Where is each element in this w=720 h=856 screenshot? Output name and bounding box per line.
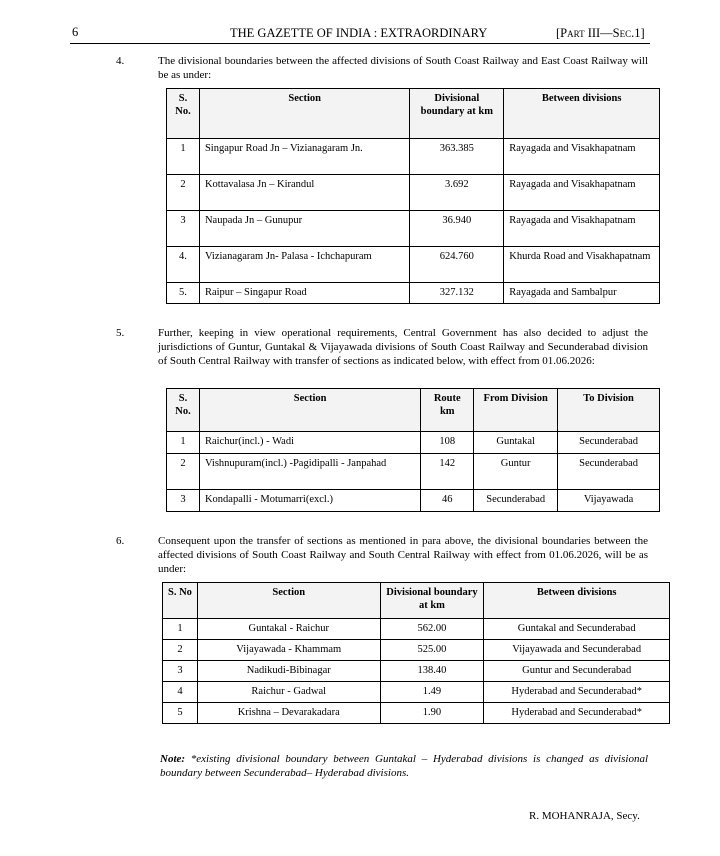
cell-sno: 1 (167, 139, 200, 175)
part-section-label: [Part III—Sec.1] (556, 26, 645, 40)
table-row (163, 619, 670, 640)
table-row (167, 247, 660, 283)
cell-boundary-km: 363.385 (410, 139, 504, 175)
table-row (167, 139, 660, 175)
cell-sno: 1 (167, 432, 200, 454)
cell-to-division: Secunderabad (558, 432, 660, 454)
cell-sno: 3 (167, 490, 200, 512)
table-row (163, 640, 670, 661)
cell-section: Raipur – Singapur Road (199, 283, 409, 304)
cell-boundary-km: 138.40 (380, 661, 484, 682)
column-header: Divisional boundary at km (410, 89, 504, 139)
cell-sno: 1 (163, 619, 198, 640)
cell-section: Vizianagaram Jn- Palasa - Ichchapuram (199, 247, 409, 283)
cell-to-division: Vijayawada (558, 490, 660, 512)
cell-boundary-km: 3.692 (410, 175, 504, 211)
paragraph-4 (116, 54, 648, 82)
cell-section: Raichur(incl.) - Wadi (199, 432, 420, 454)
table-row (167, 175, 660, 211)
paragraph-6 (116, 534, 648, 576)
table-divisional-boundaries-scr-ecor (166, 88, 660, 304)
cell-sno: 2 (167, 175, 200, 211)
cell-section: Nadikudi-Bibinagar (197, 661, 380, 682)
cell-between-divisions: Khurda Road and Visakhapatnam (504, 247, 660, 283)
cell-boundary-km: 562.00 (380, 619, 484, 640)
column-header: S. No. (167, 89, 200, 139)
table-section-transfers (166, 388, 660, 512)
cell-between-divisions: Vijayawada and Secunderabad (484, 640, 670, 661)
note-text: *existing divisional boundary between Guntakal – Hyderabad divisions is changed as divisional boundary between Secunderabad– Hyderabad divisions. (160, 753, 649, 779)
table-row (167, 432, 660, 454)
table-row (167, 490, 660, 512)
cell-sno: 4 (163, 682, 198, 703)
cell-section: Krishna – Devarakadara (197, 703, 380, 724)
cell-between-divisions: Guntur and Secunderabad (484, 661, 670, 682)
cell-to-division: Secunderabad (558, 454, 660, 490)
paragraph-5 (116, 326, 648, 368)
cell-between-divisions: Rayagada and Visakhapatnam (504, 175, 660, 211)
paragraph-text: The divisional boundaries between the affected divisions of South Coast Railway and East Coast Railway will be as under: (158, 55, 648, 81)
table-row (163, 682, 670, 703)
table-row (163, 703, 670, 724)
cell-section: Vijayawada - Khammam (197, 640, 380, 661)
header-rule (70, 43, 650, 44)
table-row (167, 283, 660, 304)
column-header: S. No (163, 583, 198, 619)
table-header-row (167, 389, 660, 432)
note-label: Note: (160, 753, 186, 765)
column-header: Section (199, 389, 420, 432)
cell-boundary-km: 327.132 (410, 283, 504, 304)
column-header: To Division (558, 389, 660, 432)
signature: R. MOHANRAJA, Secy. (529, 810, 640, 822)
column-header: S. No. (167, 389, 200, 432)
column-header: Section (197, 583, 380, 619)
column-header: Route km (421, 389, 474, 432)
table-header-row (167, 89, 660, 139)
cell-sno: 4. (167, 247, 200, 283)
column-header: Between divisions (484, 583, 670, 619)
cell-sno: 3 (167, 211, 200, 247)
table-divisional-boundaries-scr-scr (162, 582, 670, 724)
cell-section: Kottavalasa Jn – Kirandul (199, 175, 409, 211)
gazette-title: THE GAZETTE OF INDIA : EXTRAORDINARY (230, 26, 488, 40)
column-header: Between divisions (504, 89, 660, 139)
cell-from-division: Guntur (474, 454, 558, 490)
cell-boundary-km: 525.00 (380, 640, 484, 661)
table-header-row (163, 583, 670, 619)
footnote (160, 752, 648, 780)
cell-boundary-km: 36.940 (410, 211, 504, 247)
cell-between-divisions: Hyderabad and Secunderabad* (484, 703, 670, 724)
cell-boundary-km: 1.49 (380, 682, 484, 703)
cell-sno: 5 (163, 703, 198, 724)
cell-section: Raichur - Gadwal (197, 682, 380, 703)
cell-sno: 5. (167, 283, 200, 304)
cell-between-divisions: Hyderabad and Secunderabad* (484, 682, 670, 703)
cell-between-divisions: Rayagada and Sambalpur (504, 283, 660, 304)
table-row (163, 661, 670, 682)
cell-sno: 3 (163, 661, 198, 682)
column-header: Divisional boundary at km (380, 583, 484, 619)
paragraph-number: 6. (116, 535, 125, 547)
cell-route-km: 108 (421, 432, 474, 454)
cell-section: Guntakal - Raichur (197, 619, 380, 640)
cell-sno: 2 (163, 640, 198, 661)
cell-between-divisions: Guntakal and Secunderabad (484, 619, 670, 640)
paragraph-number: 5. (116, 327, 125, 339)
page-number: 6 (72, 25, 79, 39)
table-row (167, 211, 660, 247)
column-header: Section (199, 89, 409, 139)
cell-route-km: 46 (421, 490, 474, 512)
paragraph-number: 4. (116, 55, 125, 67)
paragraph-text: Further, keeping in view operational requirements, Central Government has also decided to adjust the jurisdictions of Guntur, Guntakal & Vijayawada divisions of South Coast Railway and Secunderabad division of South Central Railway with transfer of sections as indicated below, with effect from 01.06.2026: (158, 327, 648, 367)
cell-boundary-km: 1.90 (380, 703, 484, 724)
cell-from-division: Guntakal (474, 432, 558, 454)
cell-from-division: Secunderabad (474, 490, 558, 512)
cell-section: Kondapalli - Motumarri(excl.) (199, 490, 420, 512)
cell-section: Vishnupuram(incl.) -Pagidipalli - Janpahad (199, 454, 420, 490)
column-header: From Division (474, 389, 558, 432)
cell-between-divisions: Rayagada and Visakhapatnam (504, 139, 660, 175)
cell-section: Naupada Jn – Gunupur (199, 211, 409, 247)
paragraph-text: Consequent upon the transfer of sections as mentioned in para above, the divisional boundaries between the affected divisions of South Coast Railway and South Central Railway with effect from 01.06.2026, will be as under: (158, 535, 648, 575)
cell-between-divisions: Rayagada and Visakhapatnam (504, 211, 660, 247)
cell-route-km: 142 (421, 454, 474, 490)
cell-boundary-km: 624.760 (410, 247, 504, 283)
table-row (167, 454, 660, 490)
cell-sno: 2 (167, 454, 200, 490)
cell-section: Singapur Road Jn – Vizianagaram Jn. (199, 139, 409, 175)
